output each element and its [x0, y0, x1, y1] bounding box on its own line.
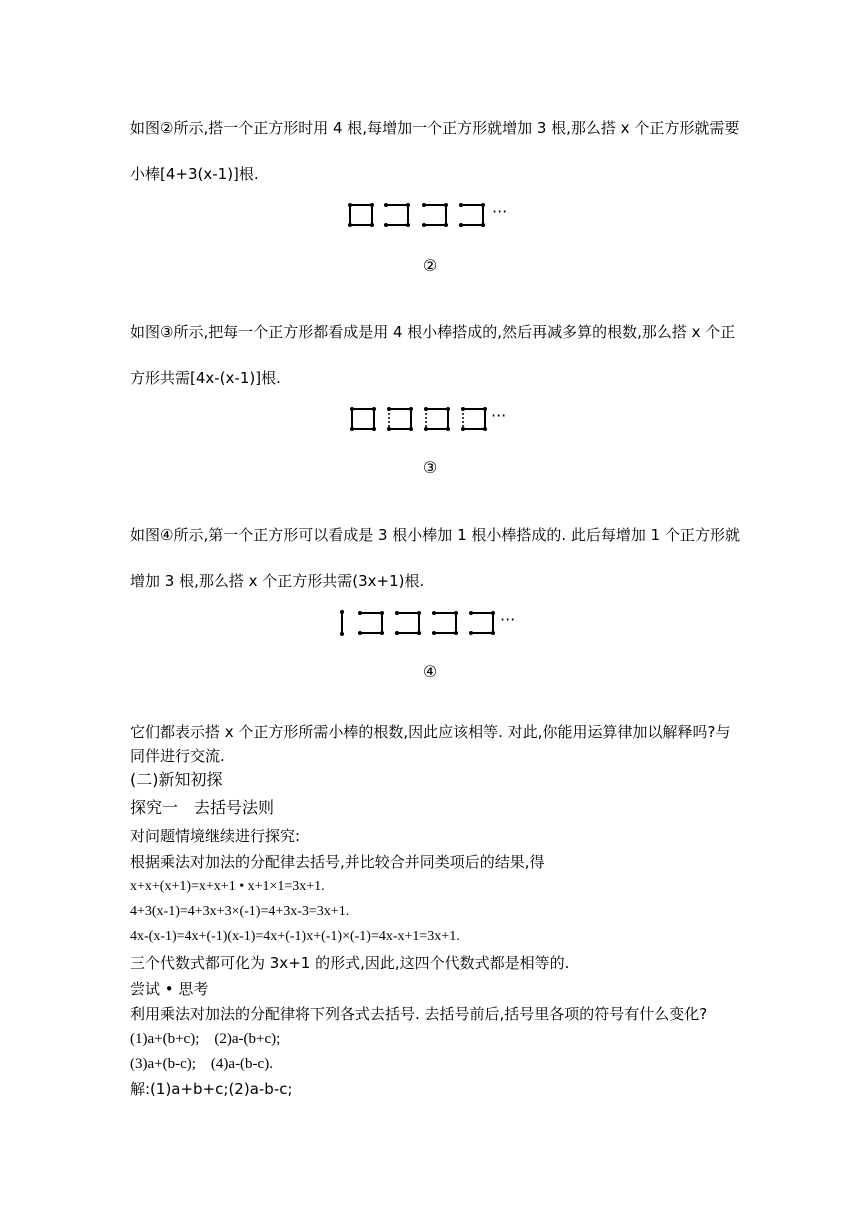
ellipsis: ···	[492, 202, 508, 221]
square-open-left	[424, 205, 446, 225]
ellipsis: ···	[500, 610, 516, 629]
figure-3	[0, 400, 860, 480]
paragraph-line: 小棒[4+3(x-1)]根.	[130, 165, 259, 183]
exercise-row: (1)a+(b+c); (2)a-(b+c);	[130, 1031, 281, 1047]
exercise-row: (3)a+(b-c); (4)a-(b-c).	[130, 1056, 273, 1072]
square-full	[350, 205, 372, 225]
paragraph-line: 如图②所示,搭一个正方形时用 4 根,每增加一个正方形就增加 3 根,那么搭 x 个正方形就需要	[130, 119, 740, 137]
paragraph-line: 增加 3 根,那么搭 x 个正方形共需(3x+1)根.	[130, 572, 425, 590]
method-text: 根据乘法对加法的分配律去括号,并比较合并同类项后的结果,得	[130, 853, 545, 871]
equation-3: 4x-(x-1)=4x+(-1)(x-1)=4x+(-1)x+(-1)×(-1)=4x-x+1=3x+1.	[130, 929, 460, 944]
conclusion-text: 三个代数式都可化为 3x+1 的形式,因此,这四个代数式都是相等的.	[130, 954, 570, 972]
square-open-left	[386, 205, 408, 225]
paragraph-line: 如图③所示,把每一个正方形都看成是用 4 根小棒搭成的,然后再减多算的根数,那么搭 x 个正	[130, 323, 736, 341]
figure-caption: ②	[422, 256, 438, 275]
figure-caption: ③	[422, 458, 438, 477]
figure-2	[0, 196, 860, 276]
equation-2: 4+3(x-1)=4+3x+3×(-1)=4+3x-3=3x+1.	[130, 904, 350, 919]
solution-text: 解:(1)a+b+c;(2)a-b-c;	[130, 1080, 293, 1098]
try-text: 利用乘法对加法的分配律将下列各式去括号. 去括号前后,括号里各项的符号有什么变化?	[130, 1005, 708, 1023]
paragraph-line: 方形共需[4x-(x-1)]根.	[130, 369, 281, 387]
figure-4	[0, 604, 860, 684]
square-open-left	[461, 205, 483, 225]
section-heading: (二)新知初探	[130, 770, 223, 789]
equation-1: x+x+(x+1)=x+x+1 • x+1×1=3x+1.	[130, 879, 325, 894]
try-title: 尝试 • 思考	[130, 980, 209, 998]
paragraph-line: 如图④所示,第一个正方形可以看成是 3 根小棒加 1 根小棒搭成的. 此后每增加 1 个正方形就	[130, 526, 740, 544]
ellipsis: ···	[491, 406, 507, 425]
figure-caption: ④	[422, 662, 438, 681]
intro-text: 对问题情境继续进行探究:	[130, 827, 301, 845]
paragraph-line: 它们都表示搭 x 个正方形所需小棒的根数,因此应该相等. 对此,你能用运算律加以解释吗?与	[130, 723, 731, 741]
paragraph-line: 同伴进行交流.	[130, 747, 225, 765]
section-subheading: 探究一 去括号法则	[130, 798, 275, 817]
